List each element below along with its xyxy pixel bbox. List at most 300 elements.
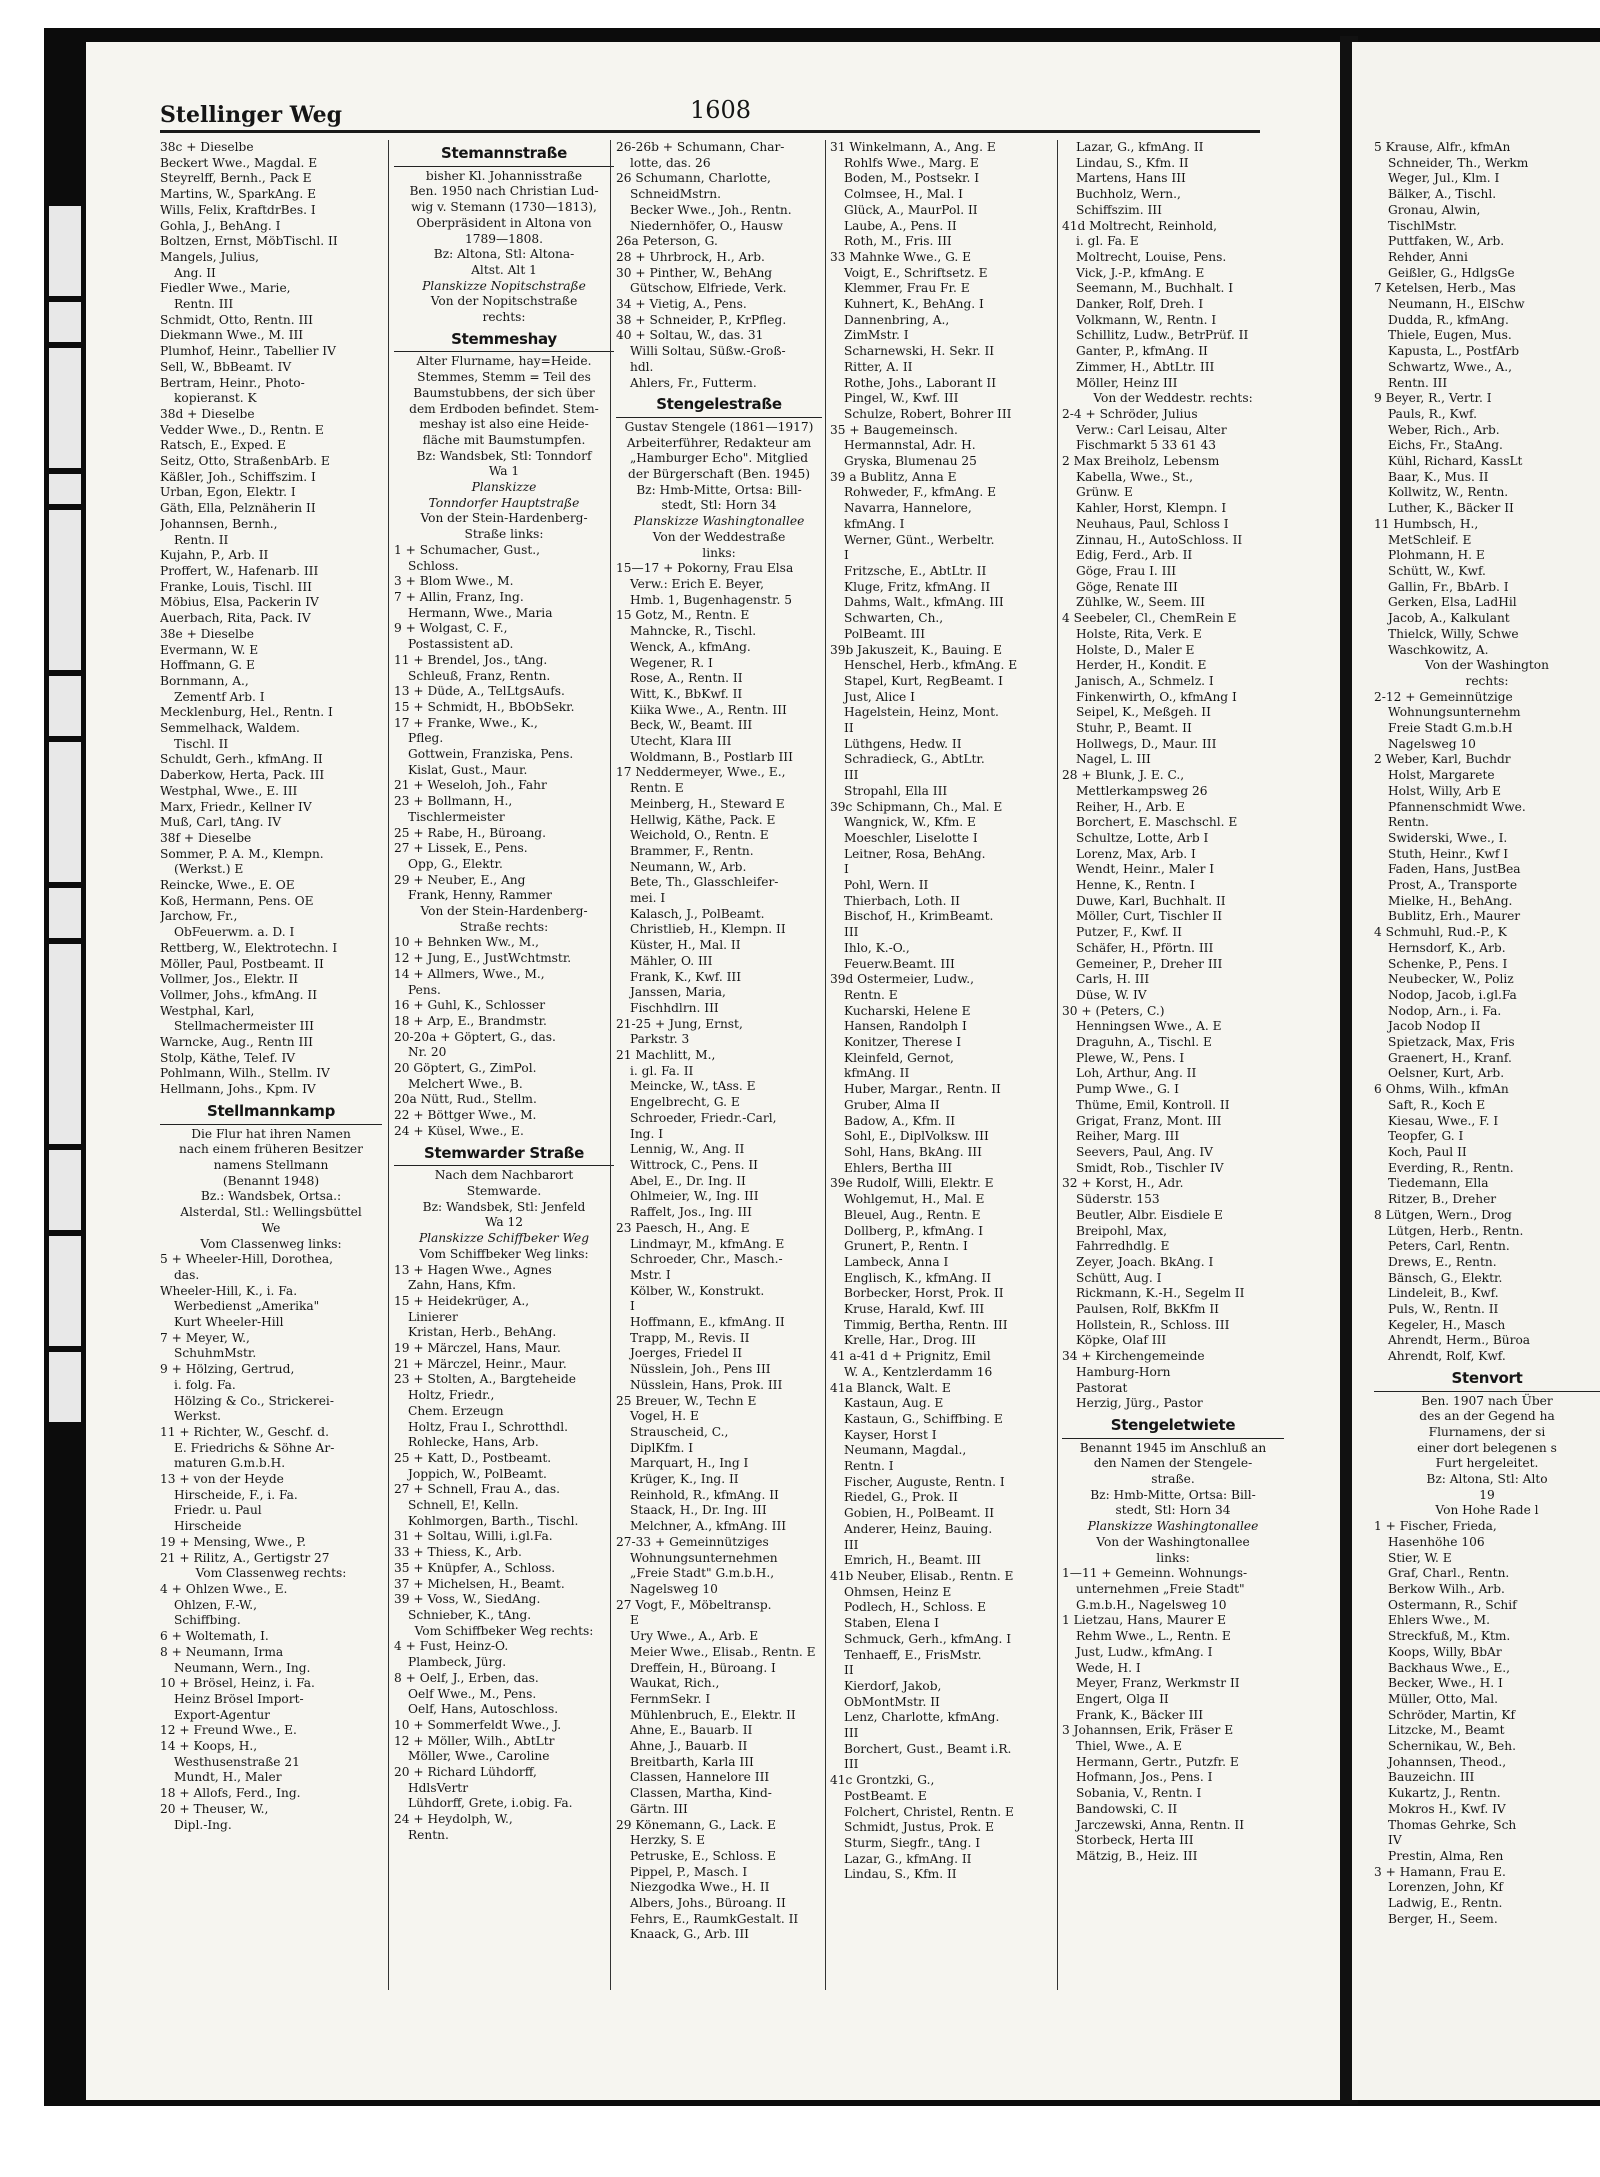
directory-line: Schwarten, Ch.,: [844, 611, 944, 626]
directory-line: Alsterdal, Stl.: Wellingsbüttel: [180, 1205, 362, 1220]
directory-line: 25 + Katt, D., Postbeamt.: [394, 1450, 552, 1465]
directory-line: Pump Wwe., G. I: [1076, 1082, 1179, 1097]
directory-line: Engert, Olga II: [1076, 1691, 1169, 1706]
directory-line: Riedel, G., Prok. II: [844, 1490, 958, 1505]
running-head-street: Stellinger Weg: [160, 102, 343, 128]
directory-line: Sommer, P. A. M., Klempn.: [160, 846, 324, 861]
directory-line: Schillitz, Ludw., BetrPrüf. II: [1076, 328, 1249, 343]
directory-line: Bz: Hmb-Mitte, Ortsa: Bill-: [636, 482, 802, 497]
directory-line: Kucharski, Helene E: [844, 1003, 971, 1018]
directory-line: Martens, Hans III: [1076, 171, 1186, 186]
directory-line: Dreffein, H., Büroang. I: [630, 1660, 776, 1675]
directory-line: FernmSekr. I: [630, 1691, 711, 1706]
directory-line: Von der Nopitschstraße: [430, 294, 578, 309]
directory-line: 15 Gotz, M., Rentn. E: [616, 608, 750, 623]
directory-line: kfmAng. I: [844, 516, 905, 531]
directory-line: III: [844, 1726, 859, 1741]
directory-line: Meyer, Franz, Werkmstr II: [1076, 1676, 1240, 1691]
directory-line: 19: [1479, 1487, 1495, 1502]
directory-line: 2-4 + Schröder, Julius: [1062, 406, 1198, 421]
directory-line: 27-33 + Gemeinnütziges: [616, 1534, 769, 1549]
directory-line: ZimMstr. I: [844, 328, 909, 343]
directory-line: Kiesau, Wwe., F. I: [1388, 1113, 1499, 1128]
directory-line: Müller, Otto, Mal.: [1388, 1691, 1498, 1706]
directory-line: We: [261, 1220, 281, 1235]
directory-line: 4 + Fust, Heinz-O.: [394, 1639, 509, 1654]
directory-line: Oberpräsident in Altona von: [416, 215, 592, 230]
directory-line: Ang. II: [174, 265, 216, 280]
street-heading: Stengelestraße: [616, 397, 822, 418]
directory-line: Carls, H. III: [1076, 972, 1150, 987]
directory-line: Wohlgemut, H., Mal. E: [844, 1192, 985, 1207]
directory-line: (Werkst.) E: [174, 862, 244, 877]
directory-line: Dudda, R., kfmAng.: [1388, 312, 1509, 327]
directory-line: Ganter, P., kfmAng. II: [1076, 344, 1208, 359]
directory-line: 7 Ketelsen, Herb., Mas: [1374, 281, 1516, 296]
directory-line: Engelbrecht, G. E: [630, 1095, 740, 1110]
directory-line: 30 + (Peters, C.): [1062, 1003, 1165, 1018]
directory-line: Jarczewski, Anna, Rentn. II: [1076, 1817, 1245, 1832]
directory-line: Pohl, Wern. II: [844, 878, 929, 893]
directory-line: Rentn. I: [844, 1459, 894, 1474]
directory-line: Loh, Arthur, Ang. II: [1076, 1066, 1197, 1081]
directory-line: Rentn. E: [630, 781, 684, 796]
directory-line: Tischlermeister: [408, 809, 505, 824]
directory-line: Herzky, S. E: [630, 1833, 706, 1848]
directory-line: 19 + Märczel, Hans, Maur.: [394, 1341, 561, 1356]
directory-line: 8 + Oelf, J., Erben, das.: [394, 1670, 539, 1685]
directory-line: Fahrredhdlg. E: [1076, 1239, 1170, 1254]
directory-line: 17 + Franke, Wwe., K.,: [394, 715, 538, 730]
directory-line: der Bürgerschaft (Ben. 1945): [628, 467, 810, 482]
directory-line: Gohla, J., BehAng. I: [160, 218, 281, 233]
directory-line: Rohlecke, Hans, Arb.: [408, 1435, 539, 1450]
directory-line: Finkenwirth, O., kfmAng I: [1076, 689, 1237, 704]
directory-line: Ahne, J., Bauarb. II: [630, 1739, 748, 1754]
directory-line: Waukat, Rich.,: [630, 1676, 720, 1691]
directory-line: Frank, K., Bäcker III: [1076, 1707, 1204, 1722]
directory-line: Ohmsen, Heinz E: [844, 1584, 952, 1599]
directory-line: Grigat, Franz, Mont. III: [1076, 1113, 1222, 1128]
directory-line: Hermann, Gertr., Putzfr. E: [1076, 1754, 1239, 1769]
directory-line: Just, Alice I: [844, 689, 915, 704]
directory-line: Auerbach, Rita, Pack. IV: [160, 611, 311, 626]
directory-line: Gronau, Alwin,: [1388, 202, 1481, 217]
directory-line: 4 + Ohlzen Wwe., E.: [160, 1581, 288, 1596]
directory-line: Johannsen, Bernh.,: [160, 516, 278, 531]
directory-line: Bandowski, C. II: [1076, 1801, 1178, 1816]
directory-line: Kurt Wheeler-Hill: [174, 1315, 284, 1330]
directory-line: Schnell, E!, Kelln.: [408, 1498, 519, 1513]
directory-line: 39e Rudolf, Willi, Elektr. E: [830, 1176, 994, 1191]
directory-line: Emrich, H., Beamt. III: [844, 1553, 981, 1568]
directory-line: Holst, Margarete: [1388, 768, 1495, 783]
directory-line: Verw.: Erich E. Beyer,: [630, 576, 764, 591]
directory-line: Schäfer, H., Pförtn. III: [1076, 940, 1214, 955]
street-heading: Stengeletwiete: [1062, 1418, 1284, 1439]
directory-line: Pfleg.: [408, 731, 444, 746]
directory-line: Berkow Wilh., Arb.: [1388, 1581, 1505, 1596]
directory-line: 31 + Soltau, Willi, i.gl.Fa.: [394, 1529, 553, 1544]
directory-line: Heinz Brösel Import-: [174, 1691, 304, 1706]
directory-line: 40 + Soltau, W., das. 31: [616, 328, 764, 343]
column-divider: [388, 140, 389, 1990]
directory-line: Stemwarde.: [466, 1184, 542, 1198]
directory-line: Navarra, Hannelore,: [844, 501, 972, 516]
directory-line: 21-25 + Jung, Ernst,: [616, 1016, 743, 1031]
directory-line: Wendt, Heinr., Maler I: [1076, 862, 1215, 877]
directory-line: 1 Lietzau, Hans, Maurer E: [1062, 1613, 1226, 1628]
directory-line: Straße rechts:: [459, 919, 549, 934]
directory-line: Schleuß, Franz, Rentn.: [408, 668, 551, 683]
directory-line: Litzcke, M., Beamt: [1388, 1723, 1505, 1738]
directory-line: Tenhaeff, E., FrisMstr.: [844, 1647, 982, 1662]
directory-line: Vogel, H. E: [630, 1409, 699, 1424]
directory-line: Pingel, W., Kwf. III: [844, 391, 959, 406]
directory-line: Witt, K., BbKwf. II: [630, 686, 743, 701]
directory-line: 34 + Kirchengemeinde: [1062, 1349, 1205, 1364]
directory-line: Bublitz, Erh., Maurer: [1388, 909, 1521, 924]
directory-line: Henschel, Herb., kfmAng. E: [844, 658, 1018, 673]
directory-line: Fischhdlrn. III: [630, 1000, 719, 1015]
directory-line: 11 + Brendel, Jos., tAng.: [394, 652, 548, 667]
directory-line: 10 + Behnken Ww., M.,: [394, 935, 540, 950]
column-5: [1062, 140, 1284, 2000]
directory-line: Weger, Jul., Klm. I: [1388, 171, 1500, 186]
directory-line: Ahlers, Fr., Futterm.: [630, 375, 757, 390]
header-rule: [160, 130, 1260, 133]
directory-line: 20a Nütt, Rud., Stellm.: [394, 1092, 537, 1107]
directory-line: Lazar, G., kfmAng. II: [1076, 140, 1204, 154]
directory-line: Schmidt, Otto, Rentn. III: [160, 312, 313, 327]
directory-line: Kegeler, H., Masch: [1388, 1317, 1506, 1332]
directory-line: Bete, Th., Glasschleifer-: [630, 875, 779, 890]
directory-line: Mundt, H., Maler: [174, 1770, 282, 1785]
directory-line: Graenert, H., Kranf.: [1388, 1050, 1512, 1065]
directory-line: Rohlfs Wwe., Marg. E: [844, 155, 979, 170]
directory-line: Die Flur hat ihren Namen: [191, 1126, 351, 1141]
directory-line: 39c Schipmann, Ch., Mal. E: [830, 799, 1003, 814]
directory-line: Ihlo, K.-O.,: [844, 940, 910, 955]
directory-line: Hernsdorf, K., Arb.: [1388, 940, 1506, 955]
directory-line: 33 Mahnke Wwe., G. E: [830, 249, 972, 264]
directory-line: 38e + Dieselbe: [160, 626, 254, 641]
directory-line: Nüsslein, Hans, Prok. III: [630, 1377, 783, 1392]
directory-line: Hansen, Randolph I: [844, 1019, 967, 1034]
directory-line: Knaack, G., Arb. III: [630, 1927, 749, 1942]
street-heading: Stenvort: [1374, 1371, 1600, 1392]
directory-line: Hmb. 1, Bugenhagenstr. 5: [630, 592, 793, 607]
directory-line: Puttfaken, W., Arb.: [1388, 234, 1505, 249]
directory-line: Steyrelff, Bernh., Pack E: [160, 171, 312, 186]
directory-line: 4 Schmuhl, Rud.-P., K: [1374, 925, 1507, 940]
directory-line: Swiderski, Wwe., I.: [1388, 830, 1508, 845]
directory-line: Ritter, A. II: [844, 359, 913, 374]
directory-line: Lüthgens, Hedw. II: [844, 736, 962, 751]
directory-line: 23 + Bollmann, H.,: [394, 794, 513, 809]
directory-line: 2 Weber, Karl, Buchdr: [1374, 752, 1511, 767]
directory-line: 10 + Brösel, Heinz, i. Fa.: [160, 1676, 315, 1691]
directory-line: Mangels, Julius,: [160, 249, 260, 264]
directory-line: Seitz, Otto, StraßenbArb. E: [160, 454, 330, 469]
directory-line: 41c Grontzki, G.,: [830, 1773, 935, 1788]
directory-line: Lazar, G., kfmAng. II: [844, 1851, 972, 1866]
directory-line: Spietzack, Max, Fris: [1388, 1035, 1515, 1050]
directory-line: Hasenhöhe 106: [1388, 1534, 1485, 1549]
street-heading: Stemmeshay: [394, 332, 614, 353]
directory-line: Just, Ludw., kfmAng. I: [1076, 1644, 1213, 1659]
directory-line: Von der Weddestraße: [652, 529, 786, 544]
directory-line: Neumann, Magdal.,: [844, 1443, 967, 1458]
directory-line: Meier Wwe., Elisab., Rentn. E: [630, 1644, 816, 1659]
directory-line: Kierdorf, Jakob,: [844, 1678, 942, 1693]
directory-line: Proffert, W., Hafenarb. III: [160, 563, 319, 578]
directory-line: Bz.: Wandsbek, Ortsa.:: [200, 1189, 342, 1204]
directory-line: Von der Stein-Hardenberg-: [420, 904, 588, 919]
directory-line: 3 + Blom Wwe., M.: [394, 574, 514, 589]
directory-line: Bz: Wandsbek, Stl: Jenfeld: [422, 1199, 586, 1214]
directory-line: Paulsen, Rolf, BkKfm II: [1076, 1302, 1219, 1317]
directory-line: Benannt 1945 im Anschluß an: [1079, 1440, 1267, 1455]
directory-line: Nüsslein, Joh., Pens III: [630, 1362, 771, 1377]
directory-line: 17 Neddermeyer, Wwe., E.,: [616, 765, 786, 780]
directory-line: Opp, G., Elektr.: [408, 856, 503, 871]
directory-line: Möbius, Elsa, Packerin IV: [160, 595, 319, 610]
directory-line: 6 + Woltemath, I.: [160, 1629, 269, 1644]
directory-line: Huber, Margar., Rentn. II: [844, 1082, 1001, 1097]
directory-line: 21 Machlitt, M.,: [616, 1048, 716, 1063]
directory-line: Wohnungsunternehm: [1388, 705, 1521, 720]
directory-line: Zahn, Hans, Kfm.: [408, 1278, 516, 1293]
directory-line: Fischmarkt 5 33 61 43: [1076, 438, 1216, 453]
directory-line: 16 + Guhl, K., Schlosser: [394, 998, 546, 1013]
directory-line: Holtz, Frau I., Schrotthdl.: [408, 1419, 569, 1434]
directory-line: Henne, K., Rentn. I: [1076, 878, 1195, 893]
directory-line: Rickmann, K.-H., Segelm II: [1076, 1286, 1245, 1301]
directory-line: 1 + Fischer, Frieda,: [1374, 1519, 1497, 1534]
directory-line: Prost, A., Transporte: [1388, 878, 1518, 893]
directory-line: Vom Schiffbeker Weg links:: [419, 1246, 589, 1261]
directory-line: 12 + Jung, E., JustWchtmstr.: [394, 951, 572, 966]
directory-line: Göge, Renate III: [1076, 579, 1178, 594]
directory-line: Jacob, A., Kalkulant: [1388, 611, 1510, 626]
directory-line: 41b Neuber, Elisab., Rentn. E: [830, 1568, 1014, 1583]
directory-line: Schroeder, Friedr.-Carl,: [630, 1110, 777, 1125]
directory-line: den Namen der Stengele-: [1093, 1456, 1253, 1471]
directory-line: Colmsee, H., Mal. I: [844, 187, 964, 202]
directory-line: Rentn.: [408, 1827, 449, 1842]
directory-line: Prestin, Alma, Ren: [1388, 1848, 1504, 1863]
directory-line: Warncke, Aug., Rentn III: [160, 1035, 313, 1050]
directory-line: Möller, Heinz III: [1076, 375, 1178, 390]
directory-line: Rettberg, W., Elektrotechn. I: [160, 940, 338, 955]
directory-line: Friedr. u. Paul: [174, 1503, 262, 1518]
directory-line: Hamburg-Horn: [1076, 1364, 1171, 1379]
directory-line: Zeyer, Joach. BkAng. I: [1076, 1254, 1214, 1269]
directory-line: mei. I: [630, 891, 666, 906]
directory-line: Stellmachermeister III: [174, 1019, 314, 1034]
directory-line: Zimmer, H., AbtLtr. III: [1076, 359, 1215, 374]
directory-line: Neumann, Wern., Ing.: [174, 1660, 311, 1675]
directory-line: Vom Classenweg rechts:: [195, 1566, 347, 1581]
directory-line: Luther, K., Bäcker II: [1388, 501, 1514, 516]
directory-line: Westphal, Wwe., E. III: [160, 783, 298, 798]
directory-line: maturen G.m.b.H.: [174, 1456, 286, 1471]
directory-line: Mecklenburg, Hel., Rentn. I: [160, 705, 333, 720]
directory-line: Klemmer, Frau Fr. E: [844, 281, 970, 296]
directory-line: Waschkowitz, A.: [1388, 642, 1489, 657]
directory-line: Pohlmann, Wilh., Stellm. IV: [160, 1066, 330, 1081]
directory-line: Baar, K., Mus. II: [1388, 469, 1489, 484]
directory-line: Hermann, Wwe., Maria: [408, 605, 553, 620]
directory-line: Englisch, K., kfmAng. II: [844, 1270, 992, 1285]
directory-line: Lorenz, Max, Arb. I: [1076, 846, 1196, 861]
directory-line: 26a Peterson, G.: [616, 234, 718, 249]
directory-line: Gustav Stengele (1861—1917): [624, 419, 814, 434]
directory-line: Schiffszim. III: [1076, 202, 1162, 217]
directory-line: Lindau, S., Kfm. II: [1076, 155, 1189, 170]
directory-line: Ben. 1950 nach Christian Lud-: [409, 184, 599, 199]
directory-line: Reincke, Wwe., E. OE: [160, 878, 295, 893]
directory-line: Bertram, Heinr., Photo-: [160, 375, 305, 390]
directory-line: 1—11 + Gemeinn. Wohnungs-: [1062, 1566, 1248, 1581]
directory-line: Schloss.: [408, 558, 459, 573]
directory-line: Vick, J.-P., kfmAng. E: [1076, 265, 1205, 280]
directory-line: Weichold, O., Rentn. E: [630, 828, 769, 843]
directory-line: PolBeamt. III: [844, 626, 926, 641]
directory-line: W. A., Kentzlerdamm 16: [844, 1364, 993, 1379]
directory-line: Bornmann, A.,: [160, 673, 249, 688]
directory-line: 21 + Weseloh, Joh., Fahr: [394, 778, 547, 793]
directory-line: Ahrendt, Rolf, Kwf.: [1388, 1349, 1506, 1364]
directory-line: i. gl. Fa. II: [630, 1063, 694, 1078]
directory-line: Gemeiner, P., Dreher III: [1076, 956, 1223, 971]
directory-line: Mstr. I: [630, 1267, 671, 1282]
directory-line: kopieranst. K: [174, 391, 257, 406]
directory-line: PostBeamt. E: [844, 1788, 927, 1803]
directory-line: III: [844, 1537, 859, 1552]
directory-line: 39 + Voss, W., SiedAng.: [394, 1592, 541, 1607]
directory-line: 31 Winkelmann, A., Ang. E: [830, 140, 996, 154]
directory-line: Smidt, Rob., Tischler IV: [1076, 1160, 1224, 1175]
directory-line: Bleuel, Aug., Rentn. E: [844, 1207, 981, 1222]
directory-line: Hagelstein, Heinz, Mont.: [844, 705, 999, 720]
directory-line: Zinnau, H., AutoSchloss. II: [1076, 532, 1243, 547]
directory-line: Hofmann, Jos., Pens. I: [1076, 1770, 1213, 1785]
directory-line: Zementf Arb. I: [174, 689, 265, 704]
directory-line: Folchert, Christel, Rentn. E: [844, 1804, 1014, 1819]
directory-line: Jacob Nodop II: [1388, 1019, 1481, 1034]
directory-line: ObMontMstr. II: [844, 1694, 940, 1709]
directory-line: Planskizze Washingtonallee: [1087, 1519, 1259, 1534]
directory-line: 35 + Baugemeinsch.: [830, 422, 958, 437]
directory-line: Everding, R., Rentn.: [1388, 1160, 1514, 1175]
directory-line: 24 + Küsel, Wwe., E.: [394, 1123, 524, 1138]
directory-line: 4 Seebeler, Cl., ChemRein E: [1062, 611, 1237, 626]
directory-line: G.m.b.H., Nagelsweg 10: [1076, 1597, 1227, 1612]
directory-line: 5 Krause, Alfr., kfmAn: [1374, 140, 1511, 154]
directory-line: Ratsch, E., Exped. E: [160, 438, 287, 453]
directory-line: Saft, R., Koch E: [1388, 1097, 1486, 1112]
directory-line: Moltrecht, Louise, Pens.: [1076, 249, 1227, 264]
directory-line: Sturm, Siegfr., tAng. I: [844, 1835, 981, 1850]
directory-line: Lindmayr, M., kfmAng. E: [630, 1236, 785, 1251]
directory-line: namens Stellmann: [213, 1158, 329, 1172]
directory-line: Schmuck, Gerh., kfmAng. I: [844, 1631, 1012, 1646]
directory-line: stedt, Stl: Horn 34: [661, 498, 777, 513]
directory-line: 15—17 + Pokorny, Frau Elsa: [616, 561, 794, 576]
directory-line: 14 + Koops, H.,: [160, 1739, 258, 1754]
directory-line: Wangnick, W., Kfm. E: [844, 815, 976, 830]
directory-line: Plohmann, H. E: [1388, 548, 1485, 563]
directory-line: Janisch, A., Schmelz. I: [1076, 673, 1214, 688]
directory-line: Schernikau, W., Beh.: [1388, 1739, 1516, 1754]
directory-line: des an der Gegend ha: [1419, 1409, 1555, 1424]
directory-line: Kayser, Horst I: [844, 1427, 937, 1442]
directory-line: Hellwig, Käthe, Pack. E: [630, 812, 776, 827]
directory-line: Wohnungsunternehmen: [630, 1550, 778, 1565]
directory-line: 18 + Arp, E., Brandmstr.: [394, 1013, 547, 1028]
directory-line: Vedder Wwe., D., Rentn. E: [160, 422, 324, 437]
directory-line: Koch, Paul II: [1388, 1145, 1467, 1159]
directory-line: rechts:: [1465, 673, 1509, 688]
next-page-column: [1374, 140, 1600, 2000]
directory-line: Daberkow, Herta, Pack. III: [160, 768, 325, 783]
directory-line: 11 + Richter, W., Geschf. d.: [160, 1424, 329, 1439]
directory-line: Westphal, Karl,: [160, 1003, 255, 1018]
directory-line: Schmidt, Justus, Prok. E: [844, 1820, 995, 1835]
directory-line: Rentn. III: [174, 297, 234, 312]
directory-line: Herder, H., Kondit. E: [1076, 658, 1207, 673]
directory-line: Kristan, Herb., BehAng.: [408, 1325, 557, 1340]
directory-line: Classen, Hannelore III: [630, 1770, 770, 1785]
directory-line: Tiedemann, Ella: [1388, 1176, 1489, 1191]
directory-line: 8 + Neumann, Irma: [160, 1644, 284, 1659]
directory-line: Von der Washington: [1425, 658, 1549, 673]
directory-line: Lindeleit, B., Kwf.: [1388, 1286, 1499, 1301]
directory-line: MetSchleif. E: [1388, 532, 1472, 547]
directory-line: 29 + Neuber, E., Ang: [394, 872, 526, 887]
directory-line: Schiffbing.: [174, 1613, 241, 1628]
directory-line: Anderer, Heinz, Bauing.: [844, 1521, 993, 1536]
directory-line: SchuhmMstr.: [174, 1346, 257, 1361]
directory-line: meshay ist also eine Heide-: [419, 417, 589, 432]
directory-line: Fritzsche, E., AbtLtr. II: [844, 563, 987, 578]
directory-line: Abel, E., Dr. Ing. II: [630, 1173, 746, 1188]
directory-line: Wheeler-Hill, K., i. Fa.: [160, 1283, 298, 1298]
directory-line: Schütt, W., Kwf.: [1388, 563, 1486, 578]
directory-line: Melchert Wwe., B.: [408, 1076, 523, 1091]
directory-line: einer dort belegenen s: [1417, 1440, 1557, 1455]
directory-line: Kislat, Gust., Maur.: [408, 762, 528, 777]
directory-line: Sobania, V., Rentn. I: [1076, 1786, 1202, 1801]
directory-line: kfmAng. II: [844, 1066, 910, 1081]
directory-line: Staack, H., Dr. Ing. III: [630, 1503, 767, 1518]
directory-line: DiplKfm. I: [630, 1440, 694, 1455]
directory-line: 28 + Blunk, J. E. C.,: [1062, 768, 1185, 783]
directory-line: Westhusenstraße 21: [174, 1754, 300, 1769]
directory-line: 2-12 + Gemeinnützige: [1374, 689, 1513, 704]
directory-line: Thiel, Wwe., A. E: [1076, 1739, 1182, 1754]
directory-line: Küster, H., Mal. II: [630, 938, 741, 953]
directory-line: Gryska, Blumenau 25: [844, 454, 977, 469]
directory-line: Willi Soltau, Süßw.-Groß-: [630, 344, 786, 359]
directory-line: Puls, W., Rentn. II: [1388, 1302, 1499, 1317]
directory-line: Staben, Elena I: [844, 1616, 939, 1631]
directory-line: Alter Flurname, hay=Heide.: [416, 354, 592, 369]
directory-line: Lorenzen, John, Kf: [1388, 1880, 1503, 1895]
directory-line: 26-26b + Schumann, Char-: [616, 140, 785, 154]
